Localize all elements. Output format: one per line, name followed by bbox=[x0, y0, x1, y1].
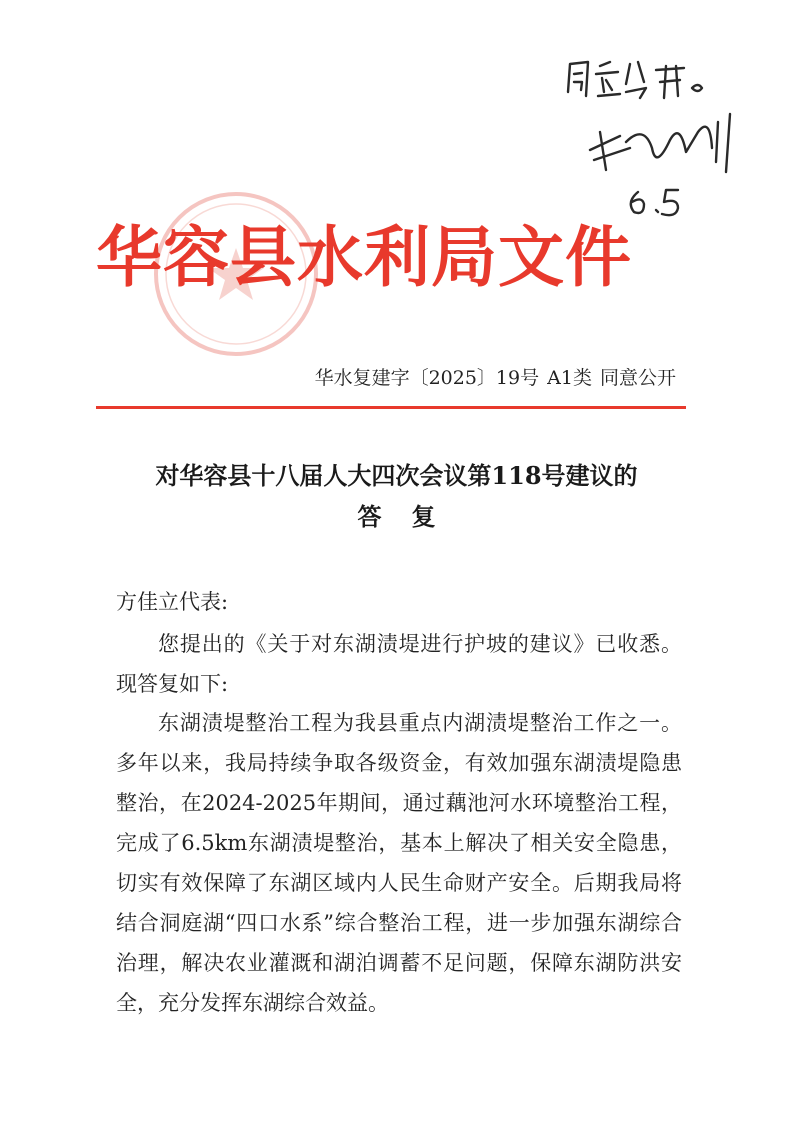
body-paragraph: 您提出的《关于对东湖渍堤进行护坡的建议》已收悉。现答复如下: bbox=[116, 632, 682, 696]
body-paragraph: 东湖渍堤整治工程为我县重点内湖渍堤整治工作之一。多年以来，我局持续争取各级资金，有效加强东湖渍堤隐患整治，在2024-2025年期间，通过藕池河水环境整治工程，完成了6.5km东湖渍堤整治，基本上解决了相关安全隐患，切实有效保障了东湖区域内人民生命财产安全。后期我局将结合洞庭湖“四口水系”综合整治工程，进一步加强东湖综合治理，解决农业灌溉和湖泊调蓄不足问题，保障东湖防洪安全，充分发挥东湖综合效益。 bbox=[116, 711, 682, 1015]
document-title-line2: 答复 bbox=[357, 502, 466, 531]
handwritten-approval bbox=[560, 52, 760, 222]
handwritten-approval-graphic bbox=[560, 52, 760, 222]
red-divider-line bbox=[96, 406, 686, 409]
document-number: 华水复建字〔2025〕19号 A1类 同意公开 bbox=[314, 367, 676, 389]
document-title-line1: 对华容县十八届人大四次会议第118号建议的 bbox=[155, 461, 638, 490]
issuer-header: 华容县水利局文件 bbox=[96, 219, 632, 296]
salutation: 方佳立代表: bbox=[116, 590, 229, 614]
